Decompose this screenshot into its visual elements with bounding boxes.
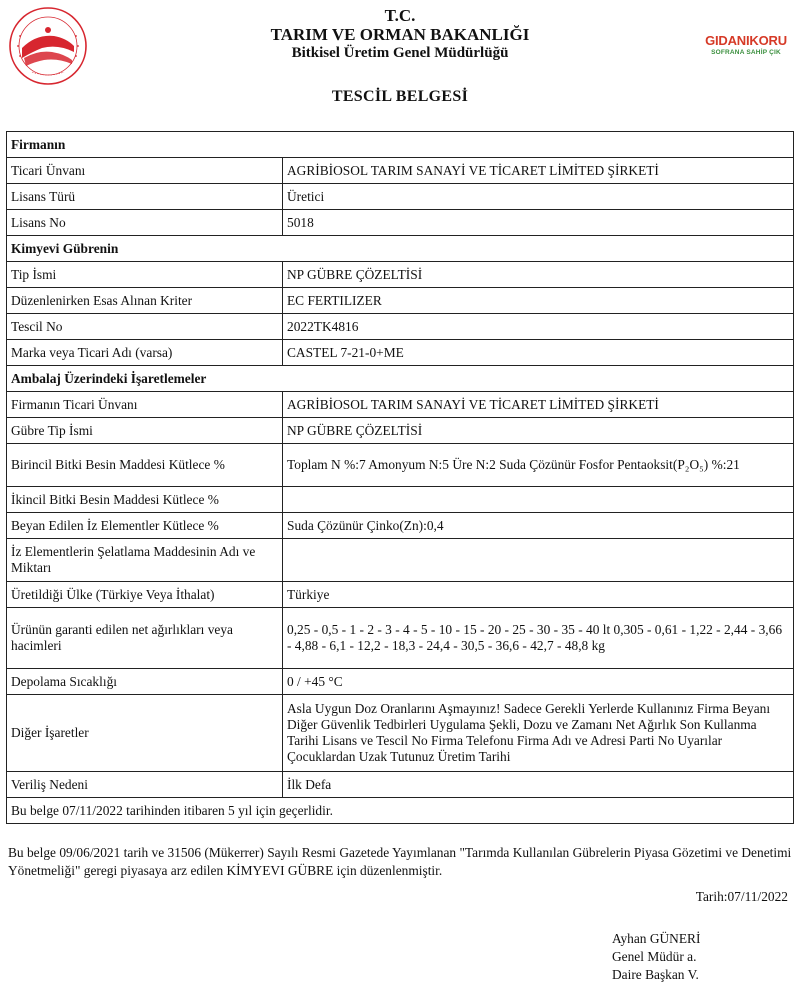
row-label: Lisans Türü xyxy=(7,184,283,210)
row-label: Beyan Edilen İz Elementler Kütlece % xyxy=(7,513,283,539)
row-label: Üretildiği Ülke (Türkiye Veya İthalat) xyxy=(7,582,283,608)
signature-block xyxy=(612,930,700,984)
logo-brand-a: GIDANI xyxy=(705,33,750,48)
row-value: NP GÜBRE ÇÖZELTİSİ xyxy=(283,262,794,288)
signatory-title-2: Daire Başkan V. xyxy=(612,967,699,982)
row-value: 2022TK4816 xyxy=(283,314,794,340)
row-value xyxy=(283,487,794,513)
row-label: Ürünün garanti edilen net ağırlıkları veya hacimleri xyxy=(7,608,283,669)
row-value: NP GÜBRE ÇÖZELTİSİ xyxy=(283,418,794,444)
logo-brand-b: KORU xyxy=(749,33,787,48)
row-value: 0 / +45 °C xyxy=(283,669,794,695)
header-line-ministry: TARIM VE ORMAN BAKANLIĞI xyxy=(270,25,530,44)
row-value xyxy=(283,539,794,582)
gidani-koru-logo xyxy=(694,34,798,57)
header-line-tc: T.C. xyxy=(384,6,416,25)
row-value: CASTEL 7-21-0+ME xyxy=(283,340,794,366)
section-package-markings: Ambalaj Üzerindeki İşaretlemeler xyxy=(7,366,794,392)
row-value: AGRİBİOSOL TARIM SANAYİ VE TİCARET LİMİTED ŞİRKETİ xyxy=(283,392,794,418)
document-title: TESCİL BELGESİ xyxy=(331,88,469,105)
row-label: Tip İsmi xyxy=(7,262,283,288)
signatory-title-1: Genel Müdür a. xyxy=(612,949,697,964)
validity-note: Bu belge 07/11/2022 tarihinden itibaren 5 yıl için geçerlidir. xyxy=(7,798,794,824)
header-line-directorate: Bitkisel Üretim Genel Müdürlüğü xyxy=(291,45,509,61)
row-value: Suda Çözünür Çinko(Zn):0,4 xyxy=(283,513,794,539)
regulation-note: Bu belge 09/06/2021 tarih ve 31506 (Mükerrer) Sayılı Resmi Gazetede Yayımlanan "Tarımda Kullanılan Gübrelerin Piyasa Gözetimi ve Denetimi Yönetmeliği" geregi piyasaya arz edilen KİMYEVI GÜBRE için düzenlenmiştir. xyxy=(8,845,792,878)
row-label: Veriliş Nedeni xyxy=(7,772,283,798)
row-value: Türkiye xyxy=(283,582,794,608)
row-value: 5018 xyxy=(283,210,794,236)
row-value: Toplam N %:7 Amonyum N:5 Üre N:2 Suda Çözünür Fosfor Pentaoksit(P₂O₅) %:21 xyxy=(283,444,794,487)
row-label: Gübre Tip İsmi xyxy=(7,418,283,444)
issue-date: Tarih:07/11/2022 xyxy=(695,889,788,904)
row-value: AGRİBİOSOL TARIM SANAYİ VE TİCARET LİMİTED ŞİRKETİ xyxy=(283,158,794,184)
row-value: 0,25 - 0,5 - 1 - 2 - 3 - 4 - 5 - 10 - 15 - 20 - 25 - 30 - 35 - 40 lt 0,305 - 0,61 - 1,22 - 2,44 - 3,66 - 4,88 - 6,1 - 12,2 - 18,3 - 24,4 - 30,5 - 36,6 - 42,7 - 48,8 kg xyxy=(283,608,794,669)
section-fertilizer: Kimyevi Gübrenin xyxy=(7,236,794,262)
row-label: Lisans No xyxy=(7,210,283,236)
row-value: İlk Defa xyxy=(283,772,794,798)
header-titles xyxy=(0,6,800,63)
row-label: Tescil No xyxy=(7,314,283,340)
row-label: Depolama Sıcaklığı xyxy=(7,669,283,695)
row-label: Düzenlenirken Esas Alınan Kriter xyxy=(7,288,283,314)
row-label: Birincil Bitki Besin Maddesi Kütlece % xyxy=(7,444,283,487)
row-label: Diğer İşaretler xyxy=(7,695,283,772)
row-label: Ticari Ünvanı xyxy=(7,158,283,184)
row-value: Asla Uygun Doz Oranlarını Aşmayınız! Sadece Gerekli Yerlerde Kullanınız Firma Beyanı Diğer Güvenlik Tedbirleri Uygulama Şekli, Dozu ve Zamanı Net Ağırlık Son Kullanma Tarihi Lisans ve Tescil No Firma Telefonu Firma Adı ve Adresi Parti No Uyarılar Çocuklardan Uzak Tutunuz Üretim Tarihi xyxy=(283,695,794,772)
row-value: Üretici xyxy=(283,184,794,210)
registration-table xyxy=(6,131,794,824)
signatory-name: Ayhan GÜNERİ xyxy=(612,931,701,946)
row-label: Firmanın Ticari Ünvanı xyxy=(7,392,283,418)
logo-tagline: SOFRANA SAHİP ÇIK xyxy=(711,49,781,56)
row-value: EC FERTILIZER xyxy=(283,288,794,314)
section-firm: Firmanın xyxy=(7,132,794,158)
row-label: İkincil Bitki Besin Maddesi Kütlece % xyxy=(7,487,283,513)
row-label: Marka veya Ticari Adı (varsa) xyxy=(7,340,283,366)
document-header xyxy=(0,0,800,125)
row-label: İz Elementlerin Şelatlama Maddesinin Adı ve Miktarı xyxy=(7,539,283,582)
